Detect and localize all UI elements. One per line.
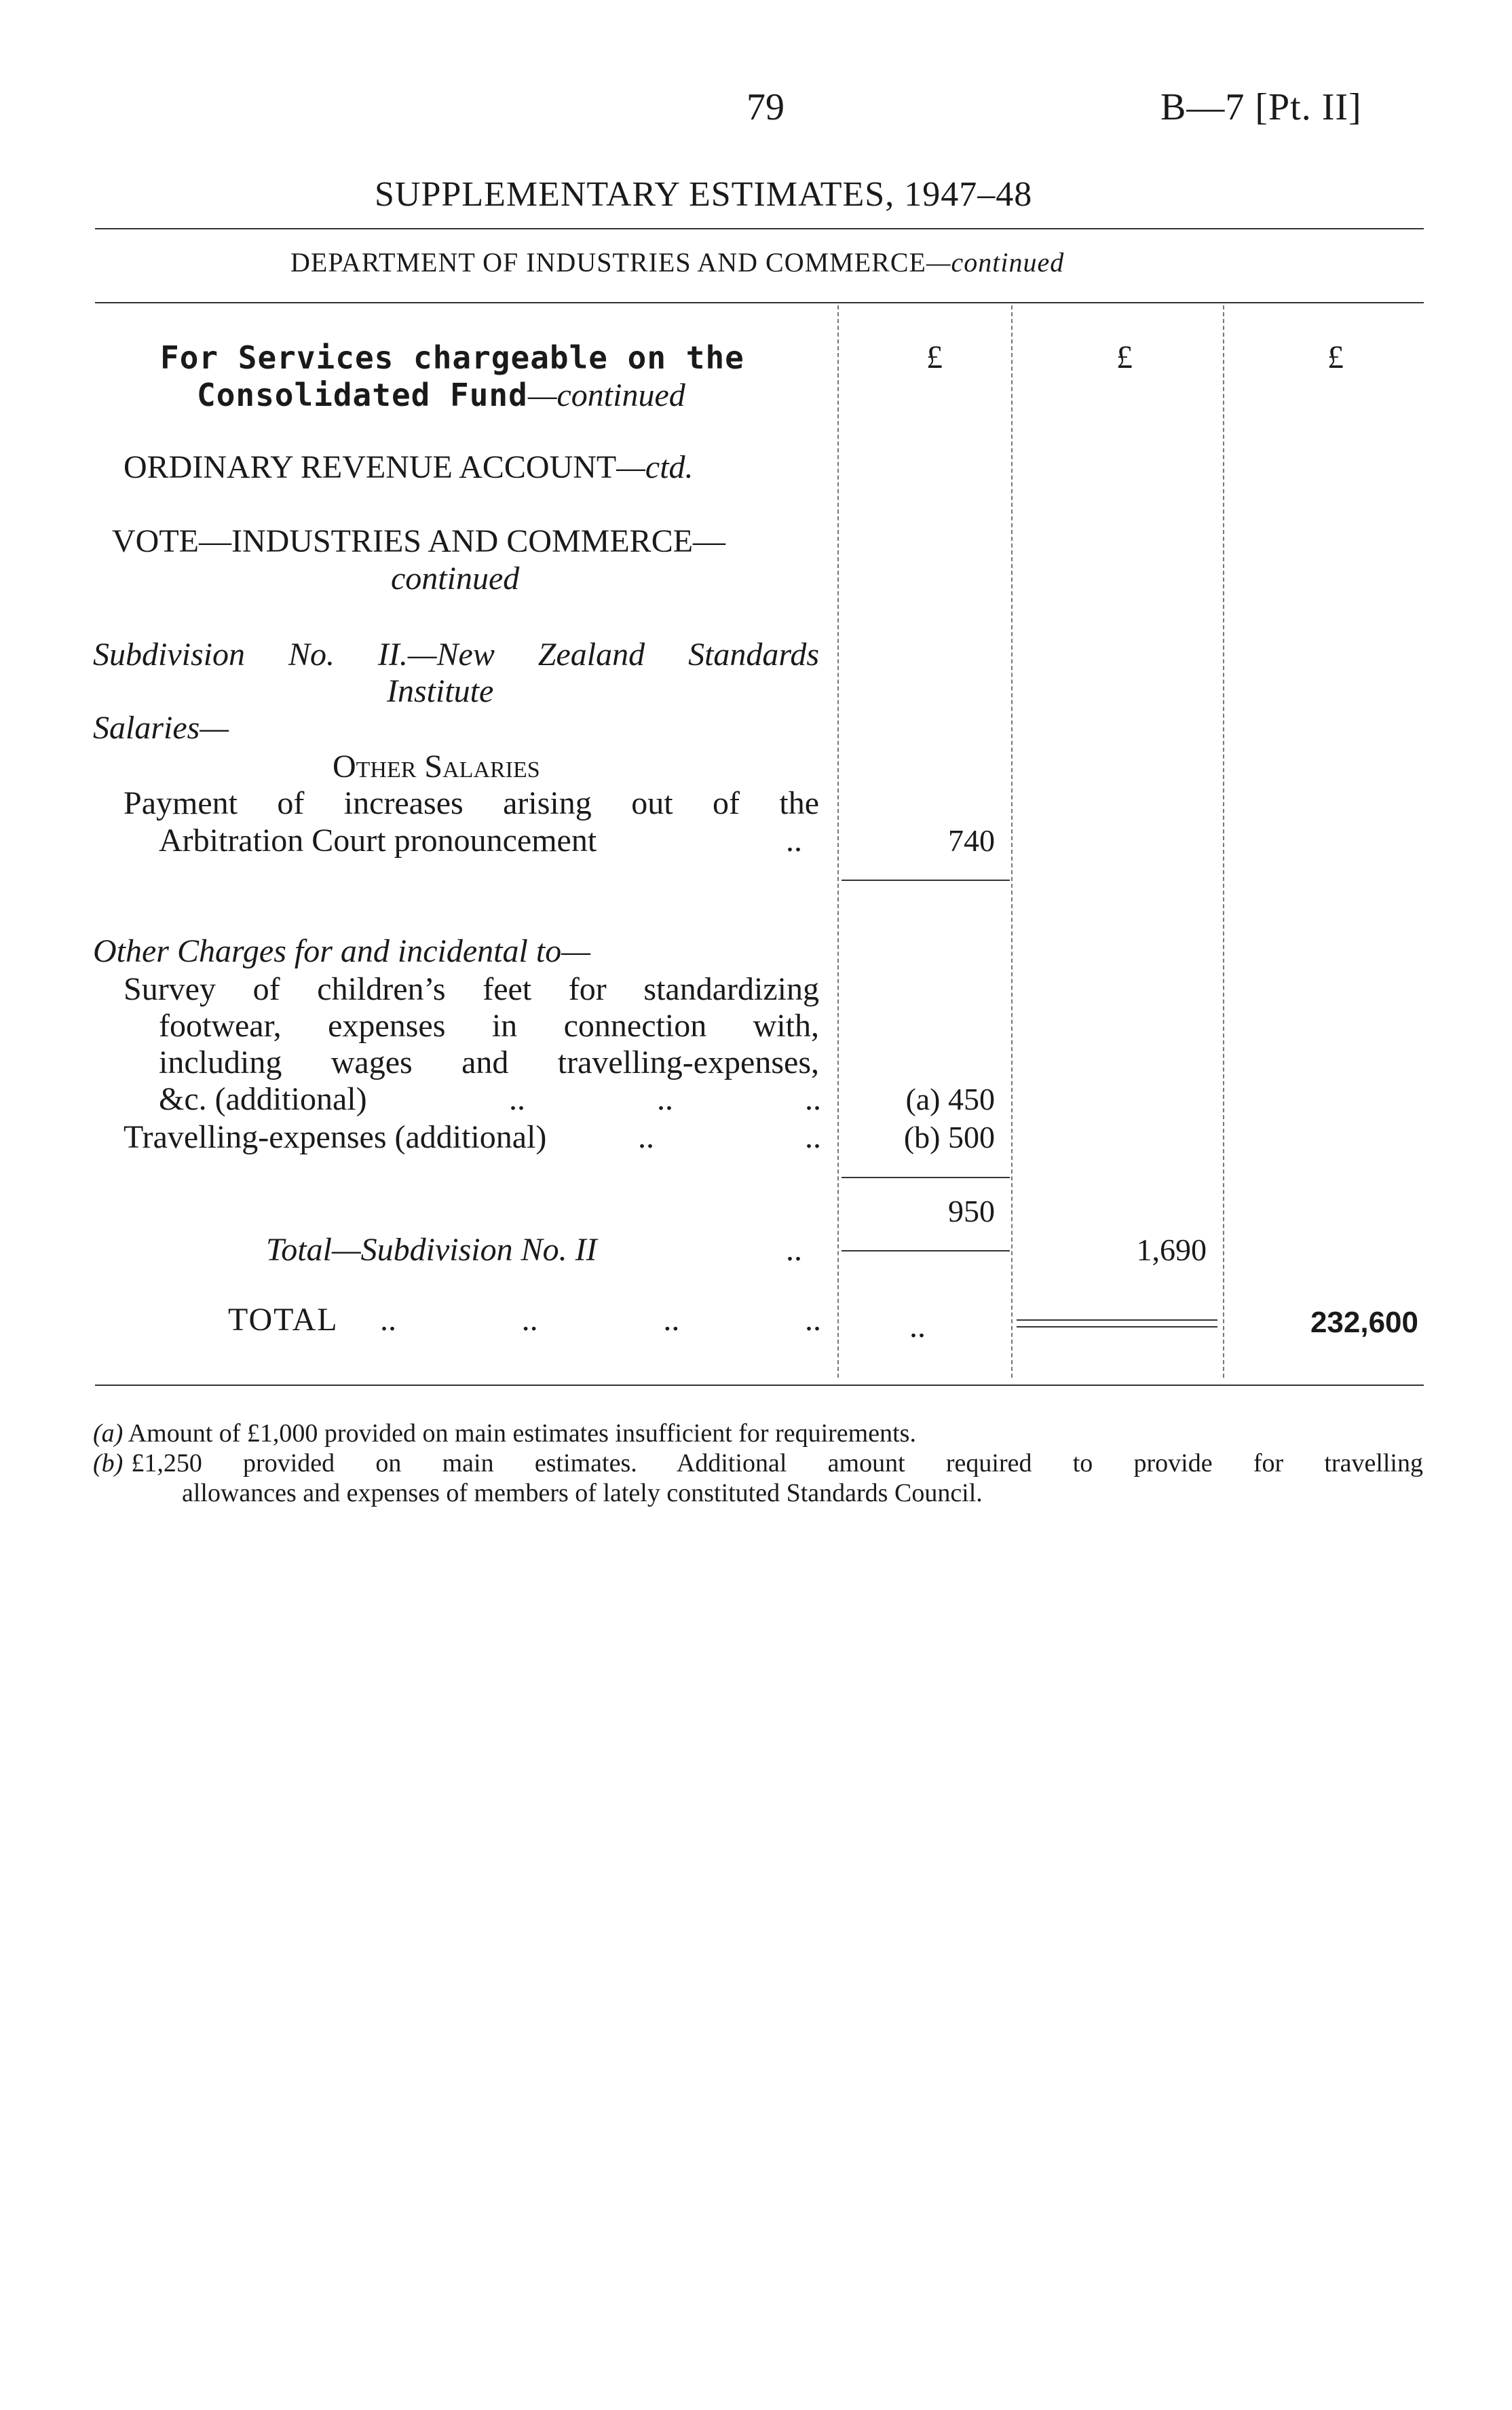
travel-line: Travelling-expenses (additional) [124,1119,547,1155]
title-rule [95,228,1424,229]
travel-leader-1: .. [638,1119,654,1155]
column-rule-3 [1223,305,1224,1378]
footnote-b-text: £1,250 provided on main estimates. Additional amount required to provide for travelling [131,1449,1423,1477]
grand-total-value: 232,600 [1310,1306,1418,1339]
services-heading-line2 [197,377,685,414]
subdivision-heading-line1: Subdivision No. II.—New Zealand Standards [93,637,819,673]
survey-line2: footwear, expenses in connection with, [159,1008,819,1044]
survey-line3: including wages and travelling-expenses, [159,1044,819,1080]
services-continued: —continued [527,377,685,413]
account-heading [124,449,694,486]
footnote-b [93,1448,1423,1478]
grand-total-leader-1: .. [380,1302,396,1338]
currency-header-col1: £ [926,339,943,375]
survey-value: (a) 450 [905,1082,995,1116]
page-number: 79 [746,86,785,128]
page-title: SUPPLEMENTARY ESTIMATES, 1947–48 [375,175,1033,214]
department-heading [290,247,1064,278]
rule-subdivision-total [842,1250,1010,1251]
travel-leader-2: .. [805,1119,821,1155]
grand-total-leader-2: .. [521,1302,538,1338]
travel-leaders [638,1119,821,1156]
grand-total-col2-rule-top [1017,1319,1217,1321]
survey-leader-3: .. [805,1081,821,1117]
total-subdivision-label: Total—Subdivision No. II [266,1232,597,1268]
table-bottom-rule [95,1385,1424,1386]
grand-total-leader-4: .. [804,1302,821,1338]
payment-value: 740 [948,823,995,858]
payment-leader: .. [786,823,802,859]
grand-total-leader-3: .. [663,1302,680,1338]
grand-total-leaders [380,1302,821,1338]
total-subdivision-leader: .. [786,1232,802,1268]
grand-total-col1: .. [909,1308,926,1344]
table-top-rule [95,302,1424,303]
rule-below-payment [842,880,1010,881]
survey-leader-1: .. [509,1081,525,1117]
footnote-b-mark: (b) [93,1449,124,1477]
currency-header-col2: £ [1116,339,1133,375]
department-name: DEPARTMENT OF INDUSTRIES AND COMMERCE [290,247,926,278]
payment-line1: Payment of increases arising out of the [124,785,819,821]
footnote-a [93,1418,916,1448]
department-continued: —continued [926,247,1065,278]
other-charges-label: Other Charges for and incidental to— [93,933,590,969]
survey-line1: Survey of children’s feet for standardizing [124,971,819,1007]
vote-continued: continued [391,561,520,597]
survey-line4: &c. (additional) [159,1081,367,1117]
subtotal-value: 950 [948,1194,995,1228]
column-rule-1 [837,305,839,1378]
rule-above-subtotal [842,1177,1010,1178]
payment-line2: Arbitration Court pronouncement [159,823,597,859]
account-heading-text: ORDINARY REVENUE ACCOUNT [124,449,617,485]
services-heading-line1: For Services chargeable on the [160,339,744,376]
salaries-label: Salaries— [93,710,229,746]
other-salaries-heading: Other Salaries [333,749,540,785]
consolidated-fund-label: Consolidated Fund [197,377,528,413]
survey-leader-2: .. [657,1081,673,1117]
grand-total-col2-rule-bottom [1017,1326,1217,1328]
currency-header-col3: £ [1327,339,1344,375]
document-reference: B—7 [Pt. II] [1160,86,1362,128]
column-rule-2 [1011,305,1013,1378]
footnote-a-text: Amount of £1,000 provided on main estimates insufficient for requirements. [128,1419,916,1448]
vote-heading: VOTE—INDUSTRIES AND COMMERCE— [112,523,726,559]
grand-total-label: TOTAL [228,1302,339,1338]
travel-value: (b) 500 [903,1120,995,1154]
subdivision-heading-line2: Institute [387,673,494,709]
survey-leaders [509,1081,821,1118]
footnote-b-continuation: allowances and expenses of members of lately constituted Standards Council. [182,1479,983,1507]
account-heading-suffix: —ctd. [616,449,694,485]
footnote-a-mark: (a) [93,1419,124,1448]
total-subdivision-value: 1,690 [1136,1232,1207,1267]
